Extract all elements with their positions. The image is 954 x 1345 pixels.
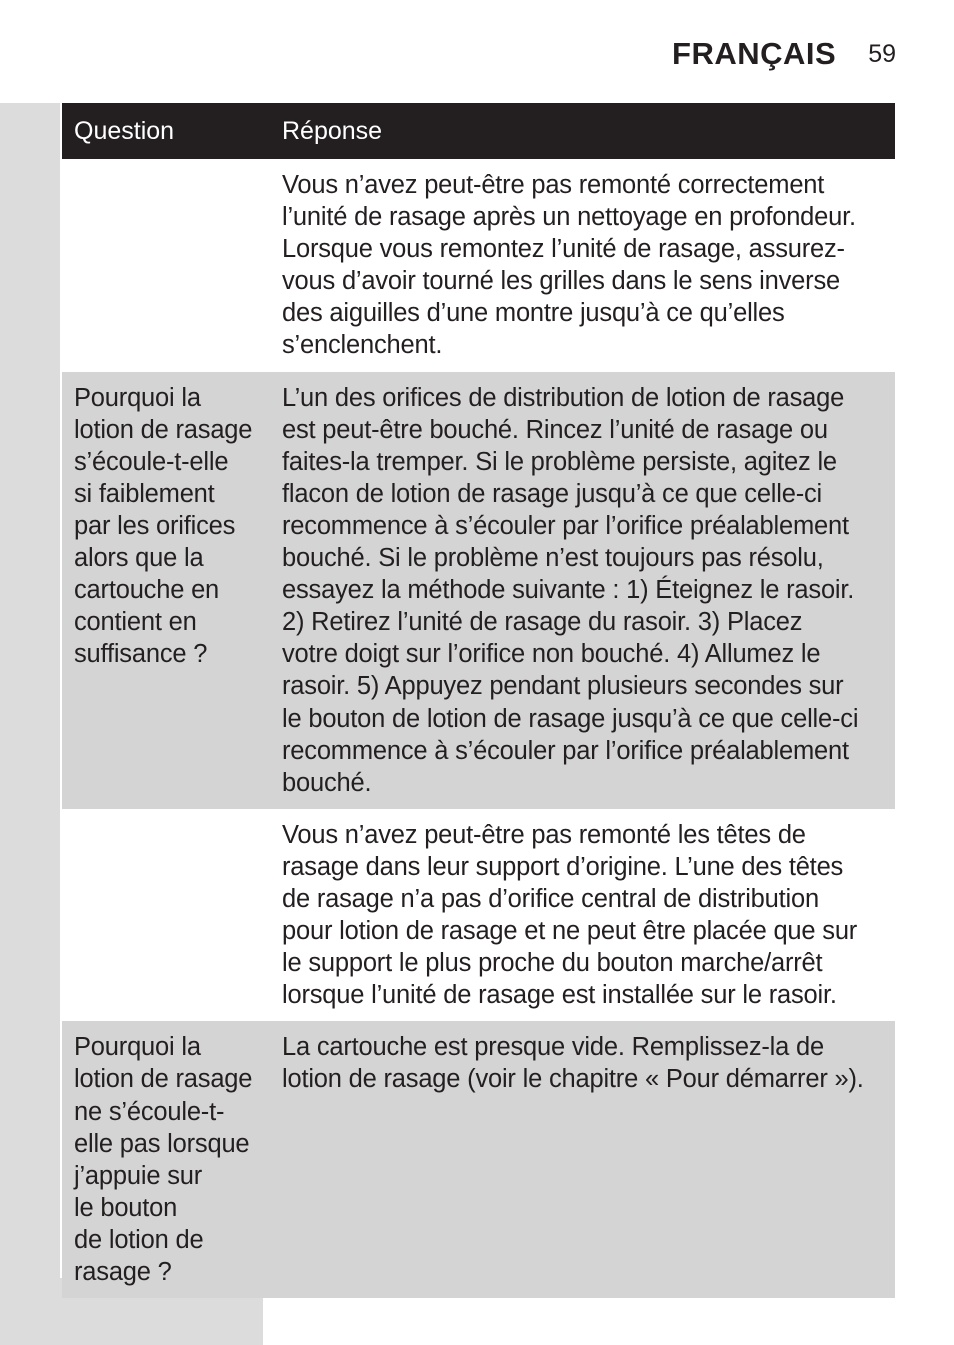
answer-cell [271,159,895,372]
column-header-question: Question [62,103,271,159]
question-cell [62,1021,271,1298]
side-margin-band [0,103,60,1345]
table-row [62,159,895,372]
answer-cell [271,809,895,1022]
question-cell [62,159,271,372]
page-header [672,34,896,74]
answer-cell [271,1021,895,1298]
table-row [62,809,895,1022]
page-number: 59 [868,39,896,68]
table-row [62,372,895,809]
column-header-answer: Réponse [271,103,895,159]
table-row [62,1021,895,1298]
question-cell [62,372,271,809]
question-text: Pourquoi la lotion de rasage ne s’écoule-t- elle pas lorsque j’appuie sur le bouton de lotion de rasage ? [74,1033,253,1286]
question-text: Pourquoi la lotion de rasage s’écoule-t-elle si faiblement par les orifices alors que la cartouche en contient en suffisance ? [74,383,253,669]
language-title: FRANÇAIS [672,36,837,71]
answer-text: Vous n’avez peut-être pas remonté les têtes de rasage dans leur support d’origine. L’une des têtes de rasage n’a pas d’orifice central de distribution pour lotion de rasage et ne peut être placée que sur le support le plus proche du bouton marche/arrêt lorsque l’unité de rasage est installée sur le rasoir. [282,820,858,1010]
answer-text: Vous n’avez peut-être pas remonté correctement l’unité de rasage après un nettoyage en profondeur. Lorsque vous remontez l’unité de rasage, assurez- vous d’avoir tourné les grilles dans le sens inverse des aiguilles d’une montre jusqu’à ce qu’elles s’enclenchent. [282,171,856,360]
answer-text: La cartouche est presque vide. Remplissez-la de lotion de rasage (voir le chapitre « Pour démarrer »). [282,1033,864,1094]
table-header-row [62,103,895,159]
answer-text: L’un des orifices de distribution de lotion de rasage est peut-être bouché. Rincez l’unité de rasage ou faites-la tremper. Si le problème persiste, agitez le flacon de lotion de rasage jusqu’à ce que celle-ci recommence à s’écouler par l’orifice préalablement bouché. Si le problème n’est toujours pas résolu, essayez la méthode suivante : 1) Éteignez le rasoir. 2) Retirez l’unité de rasage du rasoir. 3) Placez votre doigt sur l’orifice non bouché. 4) Allumez le rasoir. 5) Appuyez pendant plusieurs secondes sur le bouton de lotion de rasage jusqu’à ce que celle-ci recommence à s’écouler par l’orifice préalablement bouché. [282,383,859,797]
answer-cell [271,372,895,809]
question-cell [62,809,271,1022]
troubleshooting-table [62,103,895,1298]
